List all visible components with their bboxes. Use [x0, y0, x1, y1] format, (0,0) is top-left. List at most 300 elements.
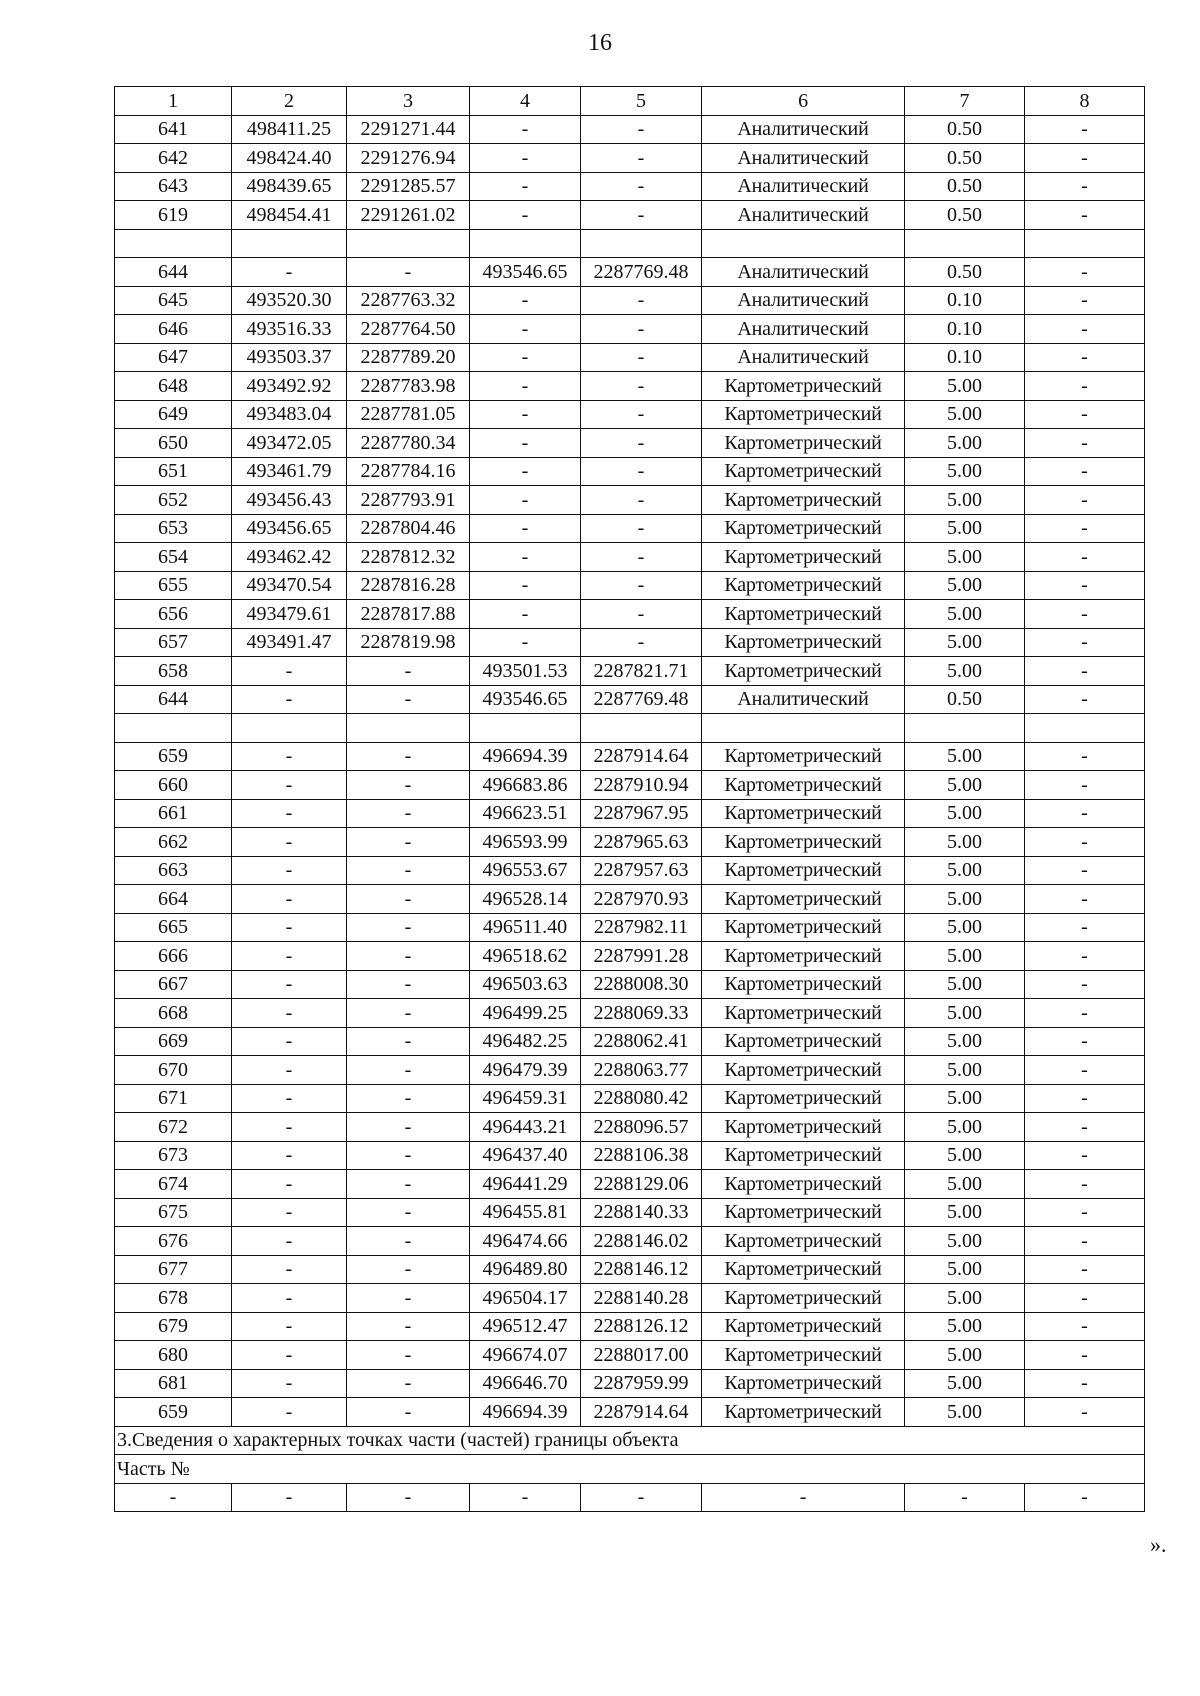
table-row [115, 742, 1145, 771]
table-row [115, 486, 1145, 515]
table-cell: - [347, 1027, 470, 1056]
table-cell: 659 [115, 1398, 232, 1427]
table-cell: 0.50 [905, 144, 1025, 173]
table-cell: 2288008.30 [581, 970, 702, 999]
table-row [115, 115, 1145, 144]
table-cell: - [232, 1198, 347, 1227]
table-cell: 493456.43 [232, 486, 347, 515]
table-cell: 653 [115, 514, 232, 543]
table-cell: - [1025, 1227, 1145, 1256]
table-cell: - [1025, 315, 1145, 344]
table-cell: 652 [115, 486, 232, 515]
table-cell: - [581, 201, 702, 230]
table-cell [1025, 714, 1145, 743]
table-cell: 678 [115, 1284, 232, 1313]
table-cell: - [581, 172, 702, 201]
table-cell: 2287957.63 [581, 856, 702, 885]
table-row [115, 828, 1145, 857]
table-cell: 496646.70 [470, 1369, 581, 1398]
table-cell: 662 [115, 828, 232, 857]
table-cell: 0.50 [905, 685, 1025, 714]
table-cell: - [1025, 685, 1145, 714]
table-cell: 496443.21 [470, 1113, 581, 1142]
table-cell: 2287914.64 [581, 1398, 702, 1427]
table-row [115, 144, 1145, 173]
table-cell: - [1025, 457, 1145, 486]
table-cell: Аналитический [702, 258, 905, 287]
table-row [115, 429, 1145, 458]
table-cell: 493546.65 [470, 685, 581, 714]
table-cell: - [581, 286, 702, 315]
table-cell: 2 [232, 87, 347, 116]
table-cell: 654 [115, 543, 232, 572]
table-cell: 2291276.94 [347, 144, 470, 173]
table-cell: 2288080.42 [581, 1084, 702, 1113]
table-cell: 5.00 [905, 970, 1025, 999]
table-cell: 672 [115, 1113, 232, 1142]
table-cell: 0.10 [905, 343, 1025, 372]
table-cell: - [470, 600, 581, 629]
table-cell: - [1025, 942, 1145, 971]
table-cell: 2288140.33 [581, 1198, 702, 1227]
table-cell: 680 [115, 1341, 232, 1370]
table-cell: 498454.41 [232, 201, 347, 230]
table-cell: - [347, 1113, 470, 1142]
table-row [115, 1284, 1145, 1313]
table-cell: 677 [115, 1255, 232, 1284]
table-cell: Картометрический [702, 1141, 905, 1170]
table-cell: 5.00 [905, 1369, 1025, 1398]
table-row [115, 771, 1145, 800]
table-cell: 493546.65 [470, 258, 581, 287]
table-cell [1025, 229, 1145, 258]
table-cell: - [1025, 1312, 1145, 1341]
table-cell: 493501.53 [470, 657, 581, 686]
table-cell: 6 [702, 87, 905, 116]
table-cell: 0.50 [905, 172, 1025, 201]
table-cell: 496437.40 [470, 1141, 581, 1170]
table-cell: 2287819.98 [347, 628, 470, 657]
table-cell: - [232, 657, 347, 686]
table-cell: 5.00 [905, 429, 1025, 458]
table-cell: 645 [115, 286, 232, 315]
table-cell: - [581, 315, 702, 344]
table-cell: 5.00 [905, 799, 1025, 828]
table-cell: Картометрический [702, 799, 905, 828]
table-cell: - [470, 571, 581, 600]
table-cell: 2287959.99 [581, 1369, 702, 1398]
table-cell: 2288096.57 [581, 1113, 702, 1142]
table-cell: 5.00 [905, 1227, 1025, 1256]
table-cell: 2287780.34 [347, 429, 470, 458]
table-cell [581, 714, 702, 743]
table-cell: 646 [115, 315, 232, 344]
table-cell: - [470, 115, 581, 144]
table-cell: 641 [115, 115, 232, 144]
table-row [115, 856, 1145, 885]
table-cell: 2287970.93 [581, 885, 702, 914]
table-cell: 5.00 [905, 771, 1025, 800]
table-cell: Картометрический [702, 942, 905, 971]
table-cell: - [905, 1483, 1025, 1512]
table-cell: - [232, 1084, 347, 1113]
table-cell: 671 [115, 1084, 232, 1113]
table-cell: - [1025, 828, 1145, 857]
table-cell: - [1025, 486, 1145, 515]
table-cell: 2287812.32 [347, 543, 470, 572]
table-cell: Аналитический [702, 685, 905, 714]
table-cell: 493461.79 [232, 457, 347, 486]
table-row [115, 799, 1145, 828]
table-cell [115, 229, 232, 258]
table-cell: - [232, 856, 347, 885]
table-cell: - [1025, 885, 1145, 914]
table-cell: 496512.47 [470, 1312, 581, 1341]
table-cell [905, 714, 1025, 743]
table-cell: 656 [115, 600, 232, 629]
table-cell: - [581, 343, 702, 372]
table-cell: 493470.54 [232, 571, 347, 600]
table-cell: - [581, 600, 702, 629]
table-cell: - [1025, 970, 1145, 999]
part-number-label-cell: Часть № [115, 1455, 1145, 1484]
table-cell: - [347, 1341, 470, 1370]
table-cell: 496511.40 [470, 913, 581, 942]
table-cell: 5.00 [905, 657, 1025, 686]
table-cell: - [470, 543, 581, 572]
table-cell: 496499.25 [470, 999, 581, 1028]
table-row [115, 999, 1145, 1028]
table-cell: - [1025, 657, 1145, 686]
table-cell: - [232, 1369, 347, 1398]
table-cell: 5.00 [905, 1312, 1025, 1341]
table-cell: - [1025, 115, 1145, 144]
table-cell: 668 [115, 999, 232, 1028]
page-number: 16 [588, 30, 612, 56]
table-cell [581, 229, 702, 258]
table-cell: 5.00 [905, 1398, 1025, 1427]
table-cell: - [581, 514, 702, 543]
table-cell: 2288129.06 [581, 1170, 702, 1199]
table-cell: 0.10 [905, 315, 1025, 344]
table-cell: - [1025, 1369, 1145, 1398]
table-cell: Картометрический [702, 514, 905, 543]
table-cell: - [1025, 1255, 1145, 1284]
table-cell: 663 [115, 856, 232, 885]
table-cell: Аналитический [702, 286, 905, 315]
table-cell: Картометрический [702, 400, 905, 429]
table-cell: 5.00 [905, 628, 1025, 657]
table-cell: 681 [115, 1369, 232, 1398]
table-cell: 667 [115, 970, 232, 999]
table-cell: 2288069.33 [581, 999, 702, 1028]
table-cell: - [232, 970, 347, 999]
table-row [115, 970, 1145, 999]
table-cell: - [581, 429, 702, 458]
table-cell: - [470, 457, 581, 486]
table-cell: Картометрический [702, 429, 905, 458]
table-cell: - [347, 1483, 470, 1512]
table-cell: - [1025, 1398, 1145, 1427]
table-cell: Картометрический [702, 543, 905, 572]
table-cell: 0.50 [905, 201, 1025, 230]
table-cell: - [470, 514, 581, 543]
table-cell: - [232, 885, 347, 914]
table-cell: 496459.31 [470, 1084, 581, 1113]
table-cell: Аналитический [702, 144, 905, 173]
table-cell: - [1025, 1284, 1145, 1313]
table-cell: Картометрический [702, 1084, 905, 1113]
table-cell: - [232, 799, 347, 828]
table-cell: - [581, 486, 702, 515]
table-cell: 661 [115, 799, 232, 828]
table-cell: 660 [115, 771, 232, 800]
table-cell: 659 [115, 742, 232, 771]
table-cell: 2287789.20 [347, 343, 470, 372]
table-cell: 5.00 [905, 1341, 1025, 1370]
table-cell: - [232, 742, 347, 771]
table-cell: 666 [115, 942, 232, 971]
table-cell: - [470, 1483, 581, 1512]
table-cell: 5.00 [905, 742, 1025, 771]
table-cell: Картометрический [702, 999, 905, 1028]
table-cell: Картометрический [702, 1198, 905, 1227]
section-3-title [115, 1426, 1145, 1455]
table-cell: - [470, 172, 581, 201]
part-row [115, 1483, 1145, 1512]
table-cell: - [470, 201, 581, 230]
table-cell: - [470, 429, 581, 458]
table-cell: 496694.39 [470, 1398, 581, 1427]
table-row [115, 1084, 1145, 1113]
table-cell: 8 [1025, 87, 1145, 116]
table-cell: - [581, 628, 702, 657]
table-cell: - [347, 1312, 470, 1341]
table-row [115, 457, 1145, 486]
table-cell: - [115, 1483, 232, 1512]
table-row [115, 942, 1145, 971]
table-cell: 2288062.41 [581, 1027, 702, 1056]
table-row [115, 315, 1145, 344]
table-cell: - [1025, 343, 1145, 372]
table-row [115, 1056, 1145, 1085]
table-cell: 3 [347, 87, 470, 116]
table-cell: - [347, 970, 470, 999]
table-cell: Картометрический [702, 1369, 905, 1398]
table-cell: 2287817.88 [347, 600, 470, 629]
table-cell: 5.00 [905, 1027, 1025, 1056]
table-row [115, 258, 1145, 287]
table-row [115, 885, 1145, 914]
table-cell: - [232, 1284, 347, 1313]
table-cell: 498411.25 [232, 115, 347, 144]
table-cell: 2287764.50 [347, 315, 470, 344]
table-cell: Аналитический [702, 201, 905, 230]
table-cell: - [232, 1056, 347, 1085]
table-row [115, 1113, 1145, 1142]
table-cell: - [1025, 856, 1145, 885]
table-row [115, 1027, 1145, 1056]
table-cell: 2287914.64 [581, 742, 702, 771]
table-cell: - [581, 144, 702, 173]
table-cell: - [347, 258, 470, 287]
coordinates-table [114, 86, 1145, 1512]
table-cell: 5.00 [905, 543, 1025, 572]
table-cell: Картометрический [702, 657, 905, 686]
table-cell: 674 [115, 1170, 232, 1199]
table-row [115, 600, 1145, 629]
table-cell: - [232, 942, 347, 971]
table-cell: Картометрический [702, 771, 905, 800]
table-cell: 5.00 [905, 1084, 1025, 1113]
table-cell: Картометрический [702, 742, 905, 771]
table-cell: - [581, 115, 702, 144]
table-cell: - [1025, 1027, 1145, 1056]
table-cell: - [1025, 514, 1145, 543]
table-cell: 2287781.05 [347, 400, 470, 429]
table-cell: 5.00 [905, 856, 1025, 885]
table-row [115, 1398, 1145, 1427]
table-cell: 5.00 [905, 1255, 1025, 1284]
table-cell: 2291271.44 [347, 115, 470, 144]
table-cell: 493520.30 [232, 286, 347, 315]
table-cell: - [347, 999, 470, 1028]
table-cell: 5.00 [905, 400, 1025, 429]
table-cell: 5.00 [905, 486, 1025, 515]
table-cell: Картометрический [702, 1056, 905, 1085]
table-cell: - [232, 771, 347, 800]
table-cell: - [347, 685, 470, 714]
table-cell: 496694.39 [470, 742, 581, 771]
table-row [115, 1369, 1145, 1398]
table-cell: - [1025, 201, 1145, 230]
table-cell [232, 714, 347, 743]
table-cell: 2287804.46 [347, 514, 470, 543]
table-cell [470, 714, 581, 743]
table-cell: 2287769.48 [581, 258, 702, 287]
table-cell: 496504.17 [470, 1284, 581, 1313]
table-cell: 2288140.28 [581, 1284, 702, 1313]
table-cell: 2287783.98 [347, 372, 470, 401]
table-cell: 5.00 [905, 1198, 1025, 1227]
table-cell: 670 [115, 1056, 232, 1085]
table-cell: 675 [115, 1198, 232, 1227]
table-cell: 676 [115, 1227, 232, 1256]
table-cell: - [232, 828, 347, 857]
table-cell: 2287967.95 [581, 799, 702, 828]
table-cell: - [1025, 571, 1145, 600]
table-cell: - [470, 628, 581, 657]
table-row [115, 628, 1145, 657]
table-cell: - [1025, 600, 1145, 629]
table-cell: 657 [115, 628, 232, 657]
table-cell: Картометрический [702, 885, 905, 914]
table-cell: Картометрический [702, 571, 905, 600]
table-cell: - [347, 1284, 470, 1313]
table-cell: - [470, 286, 581, 315]
table-cell: Картометрический [702, 1255, 905, 1284]
table-cell: 2291261.02 [347, 201, 470, 230]
table-cell: - [1025, 1170, 1145, 1199]
table-cell: Аналитический [702, 115, 905, 144]
table-cell: - [470, 144, 581, 173]
table-cell: - [347, 1255, 470, 1284]
table-cell: - [470, 400, 581, 429]
table-cell: - [347, 885, 470, 914]
table-cell: 496441.29 [470, 1170, 581, 1199]
table-cell: Картометрический [702, 1170, 905, 1199]
table-cell: - [347, 1227, 470, 1256]
table-cell: 655 [115, 571, 232, 600]
table-cell: 664 [115, 885, 232, 914]
table-cell: 0.50 [905, 115, 1025, 144]
table-cell: 5.00 [905, 1056, 1025, 1085]
table-cell: Картометрический [702, 970, 905, 999]
table-cell: 2288063.77 [581, 1056, 702, 1085]
table-cell: - [1025, 400, 1145, 429]
table-cell: - [1025, 913, 1145, 942]
table-cell: 5.00 [905, 1141, 1025, 1170]
table-cell: - [581, 400, 702, 429]
table-cell: - [470, 343, 581, 372]
table-cell: 496593.99 [470, 828, 581, 857]
table-row [115, 286, 1145, 315]
table-cell: 496674.07 [470, 1341, 581, 1370]
table-cell: - [1025, 1113, 1145, 1142]
table-row [115, 201, 1145, 230]
table-cell: 496518.62 [470, 942, 581, 971]
table-cell: 2287965.63 [581, 828, 702, 857]
table-cell: - [1025, 1341, 1145, 1370]
table-cell: - [1025, 799, 1145, 828]
table-cell: 2288106.38 [581, 1141, 702, 1170]
table-cell: - [1025, 1198, 1145, 1227]
table-cell: 658 [115, 657, 232, 686]
table-cell: - [1025, 372, 1145, 401]
table-cell: 498439.65 [232, 172, 347, 201]
table-cell: - [581, 571, 702, 600]
table-cell: 493462.42 [232, 543, 347, 572]
table-row [115, 1170, 1145, 1199]
table-cell: - [232, 1027, 347, 1056]
table-cell: - [347, 856, 470, 885]
table-cell: - [232, 1141, 347, 1170]
table-row [115, 400, 1145, 429]
table-cell: 650 [115, 429, 232, 458]
table-cell: Аналитический [702, 315, 905, 344]
table-cell: 2287763.32 [347, 286, 470, 315]
table-cell: 5.00 [905, 885, 1025, 914]
table-cell: 2287821.71 [581, 657, 702, 686]
table-cell: 496683.86 [470, 771, 581, 800]
table-cell: 496623.51 [470, 799, 581, 828]
table-cell: - [581, 372, 702, 401]
table-cell: - [232, 685, 347, 714]
table-cell: - [347, 1056, 470, 1085]
table-cell: - [347, 1170, 470, 1199]
table-cell: - [347, 1398, 470, 1427]
table-cell: 7 [905, 87, 1025, 116]
table-row [115, 913, 1145, 942]
table-row [115, 229, 1145, 258]
table-cell: Картометрический [702, 1284, 905, 1313]
table-row [115, 1255, 1145, 1284]
table-cell: - [581, 457, 702, 486]
table-cell: - [232, 1170, 347, 1199]
table-row [115, 1141, 1145, 1170]
table-cell: 669 [115, 1027, 232, 1056]
table-cell: 644 [115, 685, 232, 714]
